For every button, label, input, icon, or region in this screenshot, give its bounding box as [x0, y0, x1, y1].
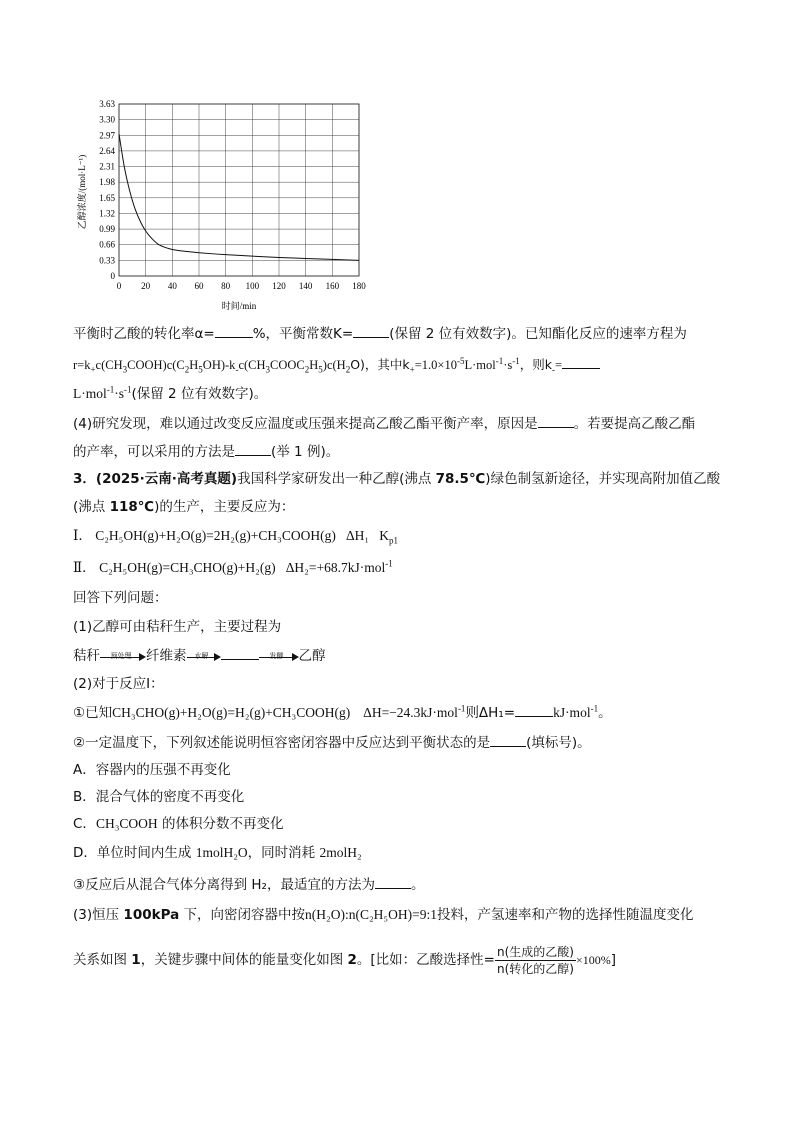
reaction-2: Ⅱ． C₂H₅OH(g)=CH₃CHO(g)+H₂(g) ΔH₂=+68.7kJ·mol$^{-1}$: [73, 558, 393, 575]
x-tick-label: 0: [116, 281, 122, 291]
x-tick-label: 60: [194, 281, 204, 291]
answer-blank[interactable]: [353, 323, 389, 338]
arrow-icon: 发酵: [259, 650, 299, 662]
y-tick-label: 0: [110, 271, 115, 281]
y-tick-label: 2.64: [99, 145, 115, 156]
x-tick-label: 120: [272, 281, 286, 291]
reaction-1: Ⅰ． C₂H₅OH(g)+H₂O(g)=2H₂(g)+CH₃COOH(g) ΔH₁ $K_{p1}$: [73, 528, 398, 546]
part-1: (1)乙醇可由秸秆生产，主要过程为: [73, 619, 282, 635]
arrow-icon: 水解: [187, 650, 221, 662]
answer-blank[interactable]: [235, 441, 271, 456]
series-line: [119, 134, 359, 261]
x-tick-label: 180: [352, 281, 366, 291]
concentration-chart: [73, 96, 373, 316]
y-tick-label: 0.99: [99, 224, 115, 235]
question-3-line-1: 3．(2025·云南·高考真题)我国科学家研发出一种乙醇(沸点 78.5℃)绿色制氢新途径，并实现高附加值乙酸: [73, 471, 721, 487]
part-2-item-2: ②一定温度下，下列叙述能说明恒容密闭容器中反应达到平衡状态的是 (填标号)。: [73, 732, 591, 753]
process-flow: 秸秆 预处理 纤维素 水解 发酵 乙醇: [73, 645, 326, 666]
question-line-1: 平衡时乙酸的转化率α= %，平衡常数K= (保留 2 位有效数字)。已知酯化反应的速率方程为: [73, 323, 687, 344]
y-tick-label: 2.97: [99, 130, 115, 141]
y-axis-label: 乙醇浓度/(mol·L⁻¹): [77, 154, 87, 230]
y-tick-label: 2.31: [99, 161, 115, 172]
answer-blank[interactable]: [562, 354, 600, 369]
x-axis-label: 时间/min: [221, 301, 257, 311]
y-tick-label: 0.66: [99, 239, 115, 250]
answer-blank[interactable]: [375, 874, 411, 889]
x-tick-label: 160: [325, 281, 340, 291]
y-tick-label: 3.63: [99, 99, 115, 109]
question-line-3: $L\cdot mol^{-1}\cdot s^{-1}$(保留 2 位有效数字)。: [73, 384, 268, 402]
x-tick-label: 100: [245, 281, 260, 291]
y-tick-label: 1.65: [99, 192, 115, 203]
part-3-line-2: 关系如图 1，关键步骤中间体的能量变化如图 2。[比如：乙酸选择性= $\frac{\text{n(生成的乙酸)}}{\text{n(转化的乙醇)}}$ ×100%]: [73, 944, 617, 976]
part-3-line-1: (3)恒压 100kPa 下，向密闭容器中按n(H₂O):n(C₂H₅OH)=9:1投料，产氢速率和产物的选择性随温度变化: [73, 907, 694, 923]
answer-blank[interactable]: [538, 413, 574, 428]
x-tick-label: 80: [221, 281, 231, 291]
x-tick-label: 40: [167, 281, 177, 291]
rate-equation-line: $r=k_+c(CH_3COOH)c(C_2H_5OH)-k_-c(CH_3COOC_2H_5)c(H_2O)$，其中$k_+=1.0\times 10^{-5}L\cdot mol^{-1}\cdot s^{-1}$，则$k_-=$: [73, 354, 600, 375]
y-tick-label: 3.30: [99, 114, 115, 125]
y-tick-label: 0.33: [99, 255, 115, 266]
question-3-line-2: (沸点 118℃)的生产，主要反应为：: [73, 499, 295, 515]
selectivity-fraction: $\frac{\text{n(生成的乙酸)}}{\text{n(转化的乙醇)}}$: [496, 944, 574, 976]
plot-frame: [119, 104, 359, 276]
part-2-item-3: ③反应后从混合气体分离得到 H₂，最适宜的方法为 。: [73, 874, 424, 895]
part-2-item-1: ①已知CH₃CHO(g)+H₂O(g)=H₂(g)+CH₃COOH(g) ΔH=−24.3kJ·mol$^{-1}$则ΔH₁= kJ·mol$^{-1}$。: [73, 703, 612, 721]
option-c[interactable]: C．CH₃COOH 的体积分数不再变化: [73, 816, 284, 832]
x-tick-labels: [117, 281, 367, 291]
question-4-line-2: 的产率，可以采用的方法是 (举 1 例)。: [73, 441, 339, 462]
answer-prompt: 回答下列问题：: [73, 590, 168, 606]
answer-blank[interactable]: [490, 732, 526, 747]
option-d[interactable]: D．单位时间内生成 1molH₂O，同时消耗 2molH₂: [73, 845, 362, 861]
x-tick-label: 20: [141, 281, 151, 291]
answer-blank[interactable]: [221, 645, 259, 660]
y-tick-label: 1.98: [99, 177, 115, 188]
arrow-icon: 预处理: [100, 650, 146, 662]
option-b[interactable]: B．混合气体的密度不再变化: [73, 789, 245, 805]
question-4-line-1: (4)研究发现，难以通过改变反应温度或压强来提高乙酸乙酯平衡产率，原因是 。若要提高乙酸乙酯: [73, 413, 695, 434]
y-tick-label: 1.32: [99, 208, 115, 219]
y-tick-labels: [99, 99, 115, 281]
chart-grid: [119, 104, 359, 276]
part-2: (2)对于反应Ⅰ：: [73, 676, 164, 692]
answer-blank[interactable]: [215, 323, 253, 338]
x-tick-label: 140: [298, 281, 313, 291]
answer-blank[interactable]: [515, 702, 553, 717]
option-a[interactable]: A．容器内的压强不再变化: [73, 762, 231, 778]
